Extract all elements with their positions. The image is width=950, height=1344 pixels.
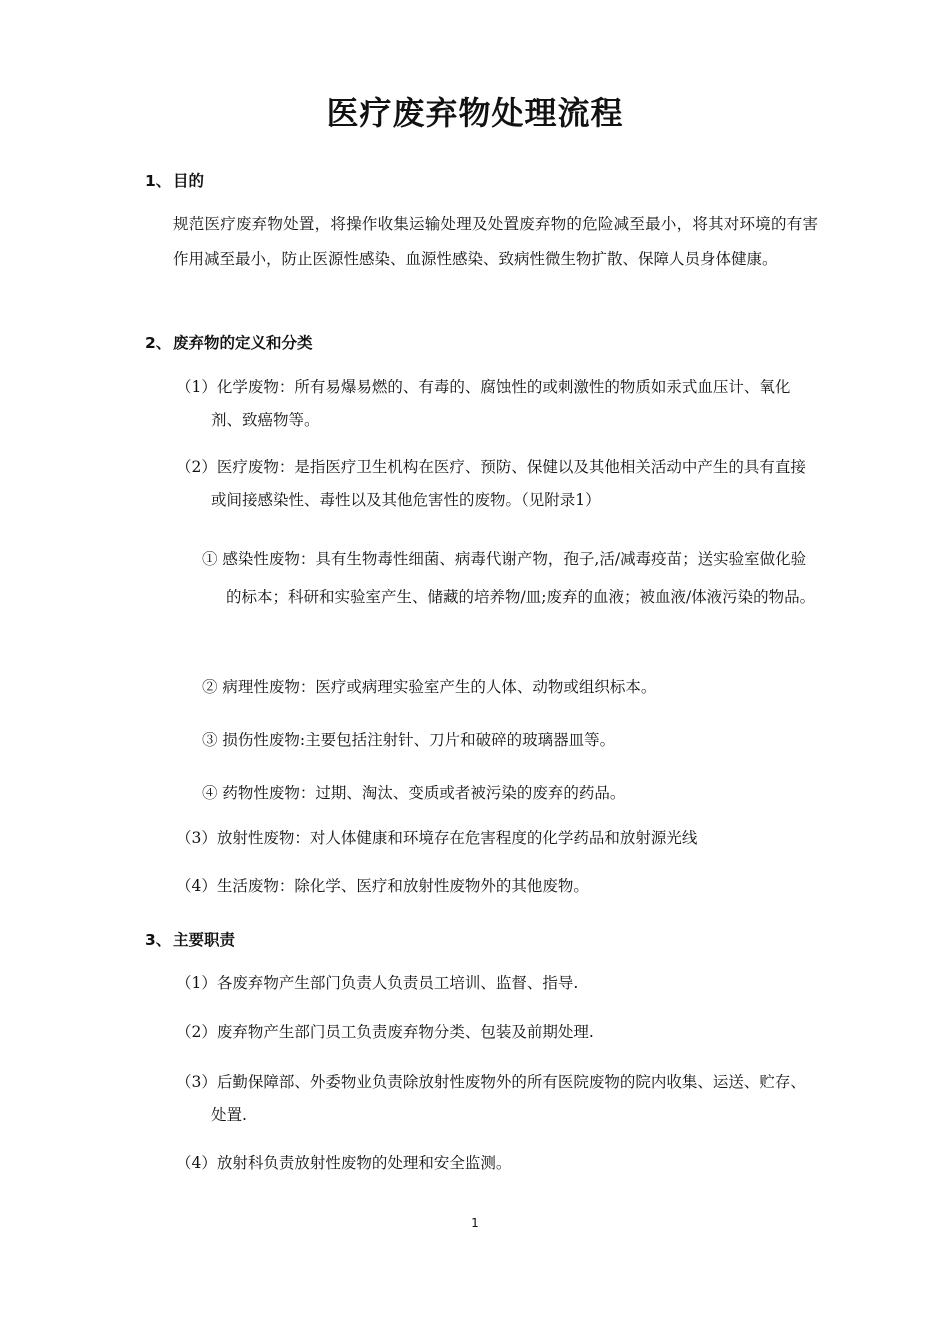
list-item: （3）放射性废物：对人体健康和环境存在危害程度的化学药品和放射源光线 <box>176 829 698 847</box>
section-title: 主要职责 <box>173 931 236 949</box>
list-item: （1）化学废物：所有易爆易燃的、有毒的、腐蚀性的或刺激性的物质如汞式血压计、氧化剂、致癌物等。 <box>176 378 791 429</box>
list-item: （1）各废弃物产生部门负责人负责员工培训、监督、指导. <box>176 974 579 992</box>
section-number: 2、 <box>145 334 172 352</box>
list-item: （4）放射科负责放射性废物的处理和安全监测。 <box>176 1154 512 1172</box>
list-item: （2）废弃物产生部门员工负责废弃物分类、包装及前期处理. <box>176 1023 594 1041</box>
section-number: 1、 <box>145 172 172 190</box>
section-heading-purpose <box>145 169 204 191</box>
list-item: （4）生活废物：除化学、医疗和放射性废物外的其他废物。 <box>176 877 589 895</box>
list-item: （3）后勤保障部、外委物业负责除放射性废物外的所有医院废物的院内收集、运送、贮存、处置. <box>176 1073 806 1124</box>
section-heading-responsibilities <box>145 928 235 950</box>
sub-list-item: ④ 药物性废物：过期、淘汰、变质或者被污染的废弃的药品。 <box>202 784 626 802</box>
section-number: 3、 <box>145 931 172 949</box>
section-heading-definition <box>145 331 313 353</box>
document-title: 医疗废弃物处理流程 <box>326 94 624 132</box>
list-item: （2）医疗废物：是指医疗卫生机构在医疗、预防、保健以及其他相关活动中产生的具有直接或间接感染性、毒性以及其他危害性的废物。（见附录1） <box>176 458 806 509</box>
sub-list-item: ③ 损伤性废物:主要包括注射针、刀片和破碎的玻璃器皿等。 <box>202 731 616 749</box>
sub-list-item: ② 病理性废物：医疗或病理实验室产生的人体、动物或组织标本。 <box>202 678 657 696</box>
purpose-paragraph: 规范医疗废弃物处置，将操作收集运输处理及处置废弃物的危险减至最小，将其对环境的有害作用减至最小，防止医源性感染、血源性感染、致病性微生物扩散、保障人员身体健康。 <box>173 215 818 268</box>
sub-list-item: ① 感染性废物：具有生物毒性细菌、病毒代谢产物，孢子,活/减毒疫苗；送实验室做化验的标本；科研和实验室产生、储藏的培养物/皿;废弃的血液；被血液/体液污染的物品。 <box>202 550 816 606</box>
section-title: 目的 <box>173 172 205 190</box>
page-number: 1 <box>471 1216 479 1230</box>
section-title: 废弃物的定义和分类 <box>173 334 313 352</box>
